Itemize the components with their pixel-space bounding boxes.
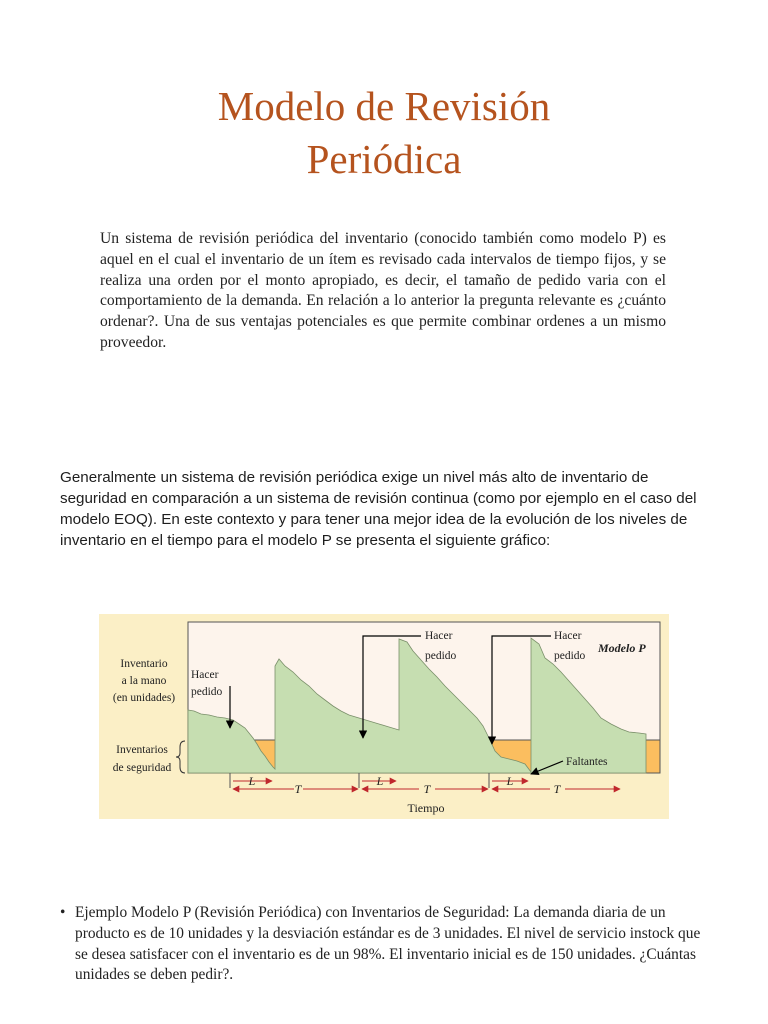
ylabel-line-3: (en unidades) bbox=[112, 692, 176, 704]
period-label-1: T bbox=[294, 782, 302, 796]
example-bullet bbox=[60, 903, 712, 986]
ylabel-line-2: a la mano bbox=[121, 675, 167, 687]
order-label-2a: Hacer bbox=[425, 630, 453, 642]
order-label-3b: pedido bbox=[554, 650, 586, 662]
lead-label-3: L bbox=[506, 774, 514, 788]
order-label-3a: Hacer bbox=[554, 630, 582, 642]
ylabel-line-1: Inventario bbox=[120, 658, 168, 670]
order-label-2b: pedido bbox=[425, 650, 457, 662]
model-label: Modelo P bbox=[598, 641, 646, 655]
safety-label-line-1: Inventarios bbox=[116, 744, 168, 756]
period-label-2: T bbox=[423, 782, 431, 796]
periodic-review-diagram bbox=[99, 614, 669, 819]
intro-paragraph: Un sistema de revisión periódica del inventario (conocido también como modelo P) es aquel en el cual el inventario de un ítem es revisado cada intervalos de tiempo fijos, y se realiza una orden por el monto apropiado, es decir, el tamaño de pedido varia con el comportamiento de la demanda. En relación a lo anterior la pregunta relevante es ¿cuánto ordenar?. Una de sus ventajas potenciales es que permite combinar ordenes a un mismo proveedor. bbox=[100, 230, 666, 351]
shortage-label: Faltantes bbox=[566, 756, 608, 768]
lead-label-1: L bbox=[248, 774, 256, 788]
period-label-3: T bbox=[553, 782, 561, 796]
order-label-1a: Hacer bbox=[191, 669, 219, 681]
bullet-dot: • bbox=[60, 904, 66, 921]
context-paragraph: Generalmente un sistema de revisión periódica exige un nivel más alto de inventario de seguridad en comparación a un sistema de revisión continua (como por ejemplo en el caso del modelo EOQ). En este contexto y para tener una mejor idea de la evolución de los niveles de inventario en el tiempo para el modelo P se presenta el siguiente gráfico: bbox=[60, 469, 697, 549]
title-line-2: Periódica bbox=[306, 136, 462, 182]
safety-label-line-2: de seguridad bbox=[112, 762, 172, 774]
title-line-1: Modelo de Revisión bbox=[217, 83, 551, 129]
page-title bbox=[0, 80, 768, 186]
xlabel: Tiempo bbox=[407, 801, 445, 815]
example-text: Ejemplo Modelo P (Revisión Periódica) con Inventarios de Seguridad: La demanda diaria de un producto es de 10 unidades y la desviación estándar es de 3 unidades. El nivel de servicio instock que se desea satisfacer con el inventario es de un 98%. El inventario inicial es de 150 unidades. ¿Cuántas unidades se deben pedir?. bbox=[75, 904, 701, 984]
lead-label-2: L bbox=[376, 774, 384, 788]
order-label-1b: pedido bbox=[191, 686, 223, 698]
